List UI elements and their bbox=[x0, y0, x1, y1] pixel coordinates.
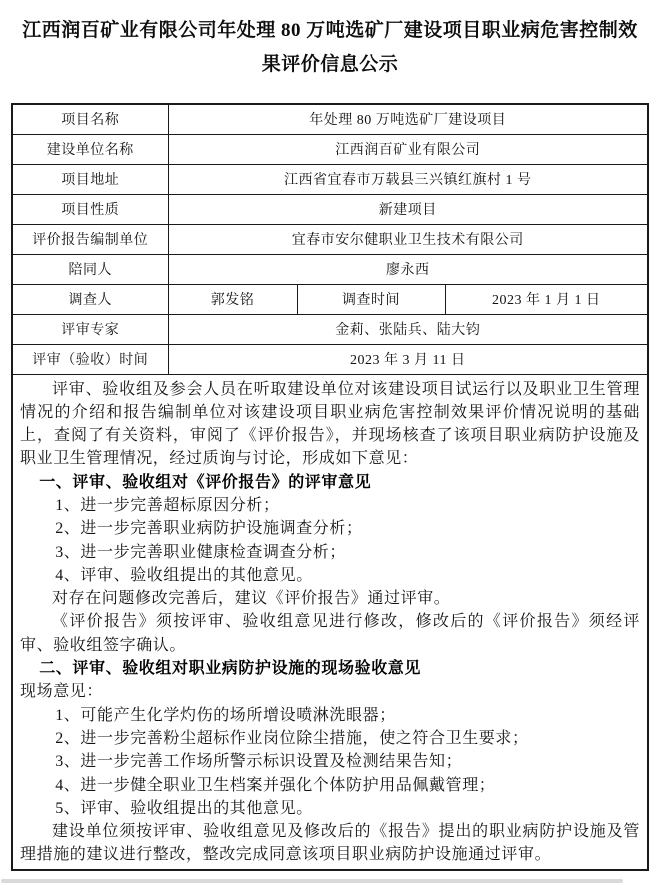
section2-item: 4、进一步健全职业卫生档案并强化个体防护用品佩戴管理； bbox=[55, 776, 496, 794]
bottom-page-divider bbox=[1, 879, 623, 883]
row-value: 宜春市安尔健职业卫生技术有限公司 bbox=[168, 224, 648, 254]
survey-time-label: 调查时间 bbox=[297, 284, 445, 314]
table-row bbox=[12, 224, 648, 254]
survey-label: 调查人 bbox=[12, 284, 168, 314]
table-row bbox=[12, 314, 648, 344]
section2-item: 5、评审、验收组提出的其他意见。 bbox=[55, 799, 313, 817]
table-row bbox=[12, 344, 648, 374]
row-label: 建设单位名称 bbox=[12, 134, 168, 164]
section2-heading: 二、评审、验收组对职业病防护设施的现场验收意见 bbox=[39, 660, 421, 678]
row-label: 评价报告编制单位 bbox=[12, 224, 168, 254]
survey-row bbox=[12, 284, 648, 314]
page-title: 江西润百矿业有限公司年处理 80 万吨选矿厂建设项目职业病危害控制效果评价信息公示 bbox=[22, 20, 638, 75]
table-row bbox=[12, 254, 648, 284]
section1-item: 3、进一步完善职业健康检查调查分析； bbox=[55, 543, 346, 561]
info-table bbox=[11, 103, 649, 871]
row-label: 评审（验收）时间 bbox=[12, 344, 168, 374]
row-value: 江西润百矿业有限公司 bbox=[168, 134, 648, 164]
table-row bbox=[12, 164, 648, 194]
section1-heading: 一、评审、验收组对《评价报告》的评审意见 bbox=[39, 473, 372, 491]
opinion-body-cell bbox=[12, 374, 648, 870]
opinion-row bbox=[12, 374, 648, 870]
opinion-intro: 评审、验收组及参会人员在听取建设单位对该建设项目试运行以及职业卫生管理情况的介绍和报告编制单位对该建设项目职业病危害控制效果评价情况说明的基础上，查阅了有关资料，审阅了《评价报告》，并现场核查了该项目职业病防护设施及职业卫生管理情况，经过质询与讨论，形成如下意见： bbox=[20, 380, 640, 468]
row-label: 项目性质 bbox=[12, 194, 168, 224]
row-value: 金莉、张陆兵、陆大钧 bbox=[168, 314, 648, 344]
row-label: 陪同人 bbox=[12, 254, 168, 284]
section1-note: 《评价报告》须按评审、验收组意见进行修改，修改后的《评价报告》须经评审、验收组签字确认。 bbox=[20, 613, 640, 654]
opinion-body bbox=[20, 378, 640, 867]
table-row bbox=[12, 134, 648, 164]
row-value: 江西省宜春市万载县三兴镇红旗村 1 号 bbox=[168, 164, 648, 194]
survey-time-value: 2023 年 1 月 1 日 bbox=[445, 284, 648, 314]
site-opinion-label: 现场意见： bbox=[20, 683, 104, 701]
row-label: 评审专家 bbox=[12, 314, 168, 344]
section2-item: 1、可能产生化学灼伤的场所增设喷淋洗眼器； bbox=[55, 706, 396, 724]
section2-item: 2、进一步完善粉尘超标作业岗位除尘措施，使之符合卫生要求； bbox=[55, 729, 529, 747]
row-value: 廖永西 bbox=[168, 254, 648, 284]
survey-person: 郭发铭 bbox=[168, 284, 297, 314]
table-row bbox=[12, 194, 648, 224]
table-row bbox=[12, 104, 648, 134]
row-label: 项目地址 bbox=[12, 164, 168, 194]
section1-item: 2、进一步完善职业病防护设施调查分析； bbox=[55, 520, 363, 538]
row-label: 项目名称 bbox=[12, 104, 168, 134]
section2-item: 3、进一步完善工作场所警示标识设置及检测结果告知； bbox=[55, 753, 463, 771]
section2-conclusion: 建设单位须按评审、验收组意见及修改后的《报告》提出的职业病防护设施及管理措施的建议进行整改，整改完成同意该项目职业病防护设施通过评审。 bbox=[20, 823, 640, 864]
section1-item: 1、进一步完善超标原因分析； bbox=[55, 496, 280, 514]
section1-conclusion: 对存在问题修改完善后，建议《评价报告》通过评审。 bbox=[52, 590, 451, 608]
row-value: 年处理 80 万吨选矿厂建设项目 bbox=[168, 104, 648, 134]
section1-item: 4、评审、验收组提出的其他意见。 bbox=[55, 566, 313, 584]
row-value: 2023 年 3 月 11 日 bbox=[168, 344, 648, 374]
row-value: 新建项目 bbox=[168, 194, 648, 224]
